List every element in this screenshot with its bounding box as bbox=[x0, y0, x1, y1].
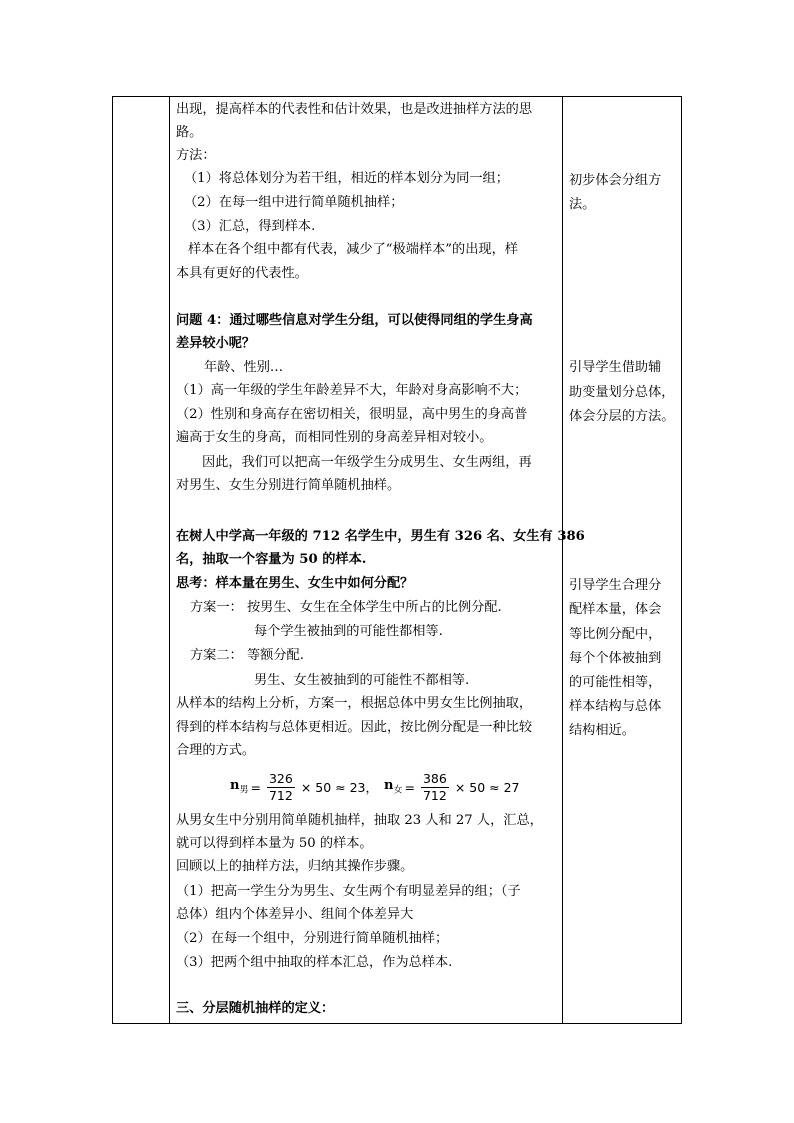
intent-note-3-cont: 的可能性相等， bbox=[569, 675, 662, 690]
content-line: 年龄、性别… bbox=[204, 360, 284, 375]
content-line: 回顾以上的抽样方法，归纳其操作步骤。 bbox=[176, 859, 414, 874]
method-step-1: （1）将总体划分为若干组，相近的样本划分为同一组； bbox=[184, 171, 509, 186]
think-question: 思考：样本量在男生、女生中如何分配？ bbox=[176, 576, 414, 591]
plan-one-detail: 每个学生被抽到的可能性都相等. bbox=[254, 624, 443, 639]
content-line: 出现，提高样本的代表性和估计效果，也是改进抽样方法的思 bbox=[176, 102, 533, 117]
fraction-numerator: 386 bbox=[422, 770, 447, 786]
intent-note-2-cont: 助变量划分总体， bbox=[569, 385, 675, 400]
content-line: 本具有更好的代表性。 bbox=[176, 266, 308, 281]
intent-note-1: 初步体会分组方 bbox=[569, 173, 662, 188]
intent-note-3: 引导学生合理分 bbox=[569, 578, 662, 593]
left-column-cell bbox=[113, 97, 170, 1024]
content-line: 得到的样本结构与总体更相近。因此，按比例分配是一种比较 bbox=[176, 720, 533, 735]
step-3: （3）把两个组中抽取的样本汇总，作为总样本. bbox=[176, 955, 453, 970]
step-1: （1）把高一学生分为男生、女生两个有明显差异的组；（子 bbox=[176, 884, 521, 899]
n-female-symbol: $n_女$ bbox=[384, 778, 403, 796]
method-heading: 方法： bbox=[176, 148, 216, 163]
intent-note-3-cont: 样本结构与总体 bbox=[569, 699, 662, 714]
example-problem-cont: 名，抽取一个容量为 50 的样本. bbox=[176, 552, 367, 567]
formula-result-male: × 50 ≈ 23， bbox=[300, 780, 378, 795]
fraction-denominator: 712 bbox=[268, 787, 293, 803]
formula-result-female: × 50 ≈ 27 bbox=[454, 779, 520, 795]
equals-sign: = bbox=[250, 779, 261, 795]
fraction-numerator: 326 bbox=[268, 770, 293, 786]
content-line: 因此，我们可以把高一年级学生分成男生、女生两组，再 bbox=[202, 455, 532, 470]
plan-two: 方案二： 等额分配. bbox=[190, 648, 304, 663]
plan-one: 方案一： 按男生、女生在全体学生中所占的比例分配. bbox=[190, 600, 502, 615]
plan-two-detail: 男生、女生被抽到的可能性不都相等. bbox=[254, 673, 470, 688]
fraction-denominator: 712 bbox=[422, 787, 447, 803]
content-line: 就可以得到样本量为 50 的样本。 bbox=[176, 836, 373, 851]
intent-note-3-cont: 每个个体被抽到 bbox=[569, 651, 662, 666]
intent-note-1-cont: 法。 bbox=[569, 197, 596, 212]
method-step-2: （2）在每一组中进行简单随机抽样； bbox=[184, 195, 404, 210]
content-line: 对男生、女生分别进行简单随机抽样。 bbox=[176, 478, 401, 493]
intent-note-3-cont: 配样本量，体会 bbox=[569, 602, 662, 617]
intent-note-3-cont: 结构相近。 bbox=[569, 723, 635, 738]
content-line: 遍高于女生的身高，而相同性别的身高差异相对较小。 bbox=[176, 430, 493, 445]
question-4-cont: 差异较小呢？ bbox=[176, 336, 256, 351]
fraction-female bbox=[421, 771, 449, 804]
step-2: （2）在每一个组中，分别进行简单随机抽样； bbox=[176, 931, 449, 946]
content-line: 样本在各个组中都有代表，减少了“极端样本”的出现，样 bbox=[188, 242, 518, 257]
content-line: （2）性别和身高存在密切相关，很明显，高中男生的身高普 bbox=[176, 407, 528, 422]
allocation-formula bbox=[230, 765, 522, 809]
section-heading: 三、分层随机抽样的定义： bbox=[176, 1001, 335, 1016]
content-line: 从男女生中分别用简单随机抽样，抽取 23 人和 27 人，汇总， bbox=[176, 813, 543, 828]
intent-note-3-cont: 等比例分配中， bbox=[569, 627, 662, 642]
content-line: （1）高一年级的学生年龄差异不大，年龄对身高影响不大； bbox=[176, 383, 528, 398]
fraction-male bbox=[267, 771, 295, 804]
teaching-content-cell bbox=[170, 97, 585, 1024]
method-step-3: （3）汇总，得到样本. bbox=[184, 219, 316, 234]
example-problem: 在树人中学高一年级的 712 名学生中，男生有 326 名、女生有 386 bbox=[176, 529, 585, 544]
content-line: 路。 bbox=[176, 125, 203, 140]
intent-note-2-cont: 体会分层的方法。 bbox=[569, 409, 675, 424]
design-intent-cell bbox=[563, 97, 682, 1024]
content-line: 合理的方式。 bbox=[176, 743, 256, 758]
n-male-symbol: $n_男$ bbox=[230, 778, 249, 796]
intent-note-2: 引导学生借助辅 bbox=[569, 360, 662, 375]
equals-sign: = bbox=[404, 779, 415, 795]
step-1-cont: 总体）组内个体差异小、组间个体差异大 bbox=[176, 907, 414, 922]
question-4: 问题 4：通过哪些信息对学生分组，可以使得同组的学生身高 bbox=[176, 313, 533, 328]
lesson-plan-table bbox=[112, 96, 682, 1024]
content-line: 从样本的结构上分析，方案一，根据总体中男女生比例抽取， bbox=[176, 696, 533, 711]
